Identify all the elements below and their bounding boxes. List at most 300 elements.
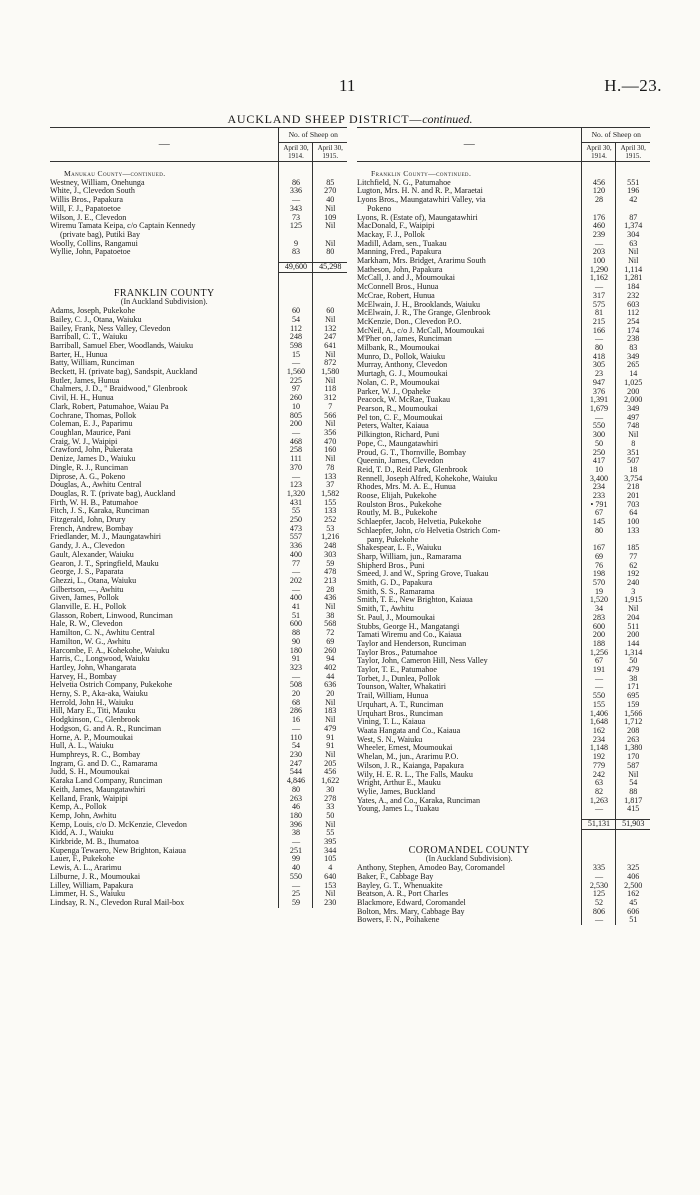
table-row (50, 803, 347, 812)
sheep-count-1914: 250 (582, 449, 616, 458)
sheep-count-1915: 2,500 (616, 882, 650, 891)
sheep-count-1915: Nil (616, 431, 650, 440)
table-row (357, 309, 650, 318)
sheep-count-1914: 68 (279, 699, 313, 708)
owner-name: Hill, Mary E., Titi, Mauku (50, 707, 136, 716)
table-row (357, 361, 650, 370)
table-row (357, 736, 650, 745)
sheep-count-1915: Nil (313, 316, 347, 325)
owner-name: Litchfield, N. G., Patumahoe (357, 178, 451, 187)
owner-name: Blackmore, Edward, Coromandel (357, 898, 466, 907)
section-title-continued: continued. (422, 112, 473, 126)
table-row (50, 473, 347, 482)
sheep-count-1915: Nil (313, 821, 347, 830)
sheep-count-1915: 88 (616, 788, 650, 797)
owner-name: Bailey, Frank, Ness Valley, Clevedon (50, 324, 171, 333)
table-row (357, 449, 650, 458)
sheep-count-1914: 600 (279, 620, 313, 629)
sheep-count-1915: 8 (616, 440, 650, 449)
owner-name: Barter, H., Hunua (50, 350, 108, 359)
table-row (50, 351, 347, 360)
sheep-count-1914: 55 (279, 507, 313, 516)
sheep-count-1914: 260 (279, 394, 313, 403)
owner-name: Bowers, F. N., Poihakene (357, 916, 440, 925)
sheep-count-1915: 162 (616, 890, 650, 899)
table-row (50, 394, 347, 403)
sheep-count-1914: 110 (279, 734, 313, 743)
owner-name: Roose, Elijah, Pukekohe (357, 492, 437, 501)
sheep-count-1914: 248 (279, 333, 313, 342)
owner-name: Proud, G. T., Thornville, Bombay (357, 448, 467, 457)
owner-name: Schlaepfer, John, c/o Helvetia Ostrich Com- (357, 526, 501, 535)
total-1914: 51,131 (582, 820, 616, 830)
owner-name: Harcombe, F. A., Kohekohe, Waiuku (50, 646, 170, 655)
sheep-count-1915: 94 (313, 655, 347, 664)
franklin-county-subtitle: (In Auckland Subdivision). (120, 298, 208, 307)
year-1915-header: April 30, 1915. (616, 143, 650, 162)
table-row (357, 744, 650, 753)
sheep-count-1914: 9 (279, 240, 313, 249)
table-row (50, 490, 347, 499)
sheep-count-1914: 468 (279, 438, 313, 447)
sheep-count-1915: 54 (616, 779, 650, 788)
sheep-count-1915: 479 (616, 666, 650, 675)
sheep-count-1914: 1,406 (582, 710, 616, 719)
sheep-count-1915: 415 (616, 805, 650, 814)
sheep-count-1914: 258 (279, 446, 313, 455)
owner-name: Lilley, William, Papakura (50, 881, 134, 890)
table-row (50, 342, 347, 351)
table-row (50, 742, 347, 751)
owner-name: Fitch, J. S., Karaka, Runciman (50, 507, 150, 516)
sheep-count-1914: 80 (279, 786, 313, 795)
owner-name: Coughlan, Maurice, Pani (50, 428, 131, 437)
sheep-count-1914: 234 (582, 483, 616, 492)
sheep-count-1914: 162 (582, 727, 616, 736)
owner-name: Coleman, E. J., Paparimu (50, 420, 133, 429)
owner-name: Shakespear, L. F., Waiuku (357, 544, 442, 553)
year-1914-header: April 30, 1914. (279, 143, 313, 162)
sheep-count-1915: 303 (313, 551, 347, 560)
sheep-count-1914: 460 (582, 222, 616, 231)
sheep-count-1914: 90 (279, 638, 313, 647)
sheep-count-1914: 323 (279, 664, 313, 673)
owner-name: Gault, Alexander, Waiuku (50, 550, 134, 559)
left-sheep-table (50, 127, 347, 908)
owner-name: Lindsay, R. N., Clevedon Rural Mail-box (50, 898, 185, 907)
sheep-count-1915: 192 (616, 570, 650, 579)
owner-name: Kidd, A. J., Waiuku (50, 829, 114, 838)
table-row (50, 516, 347, 525)
table-row (357, 509, 650, 518)
sheep-count-1915: 133 (313, 473, 347, 482)
sheep-count-1914: 69 (582, 553, 616, 562)
table-row (50, 577, 347, 586)
table-row (50, 664, 347, 673)
table-row (357, 492, 650, 501)
sheep-count-1915: 55 (313, 829, 347, 838)
sheep-count-1914: — (279, 568, 313, 577)
sheep-count-1914: 99 (279, 855, 313, 864)
owner-name: McElwain, J. H., Brooklands, Waiuku (357, 300, 481, 309)
owner-name: Kemp, Louis, c/o D. McKenzie, Clevedon (50, 820, 187, 829)
sheep-count-1914: 283 (582, 614, 616, 623)
table-row (50, 760, 347, 769)
owner-name: Firth, W. H. B., Patumahoe (50, 498, 138, 507)
owner-name: Peters, Walter, Kaiaua (357, 422, 429, 431)
table-row (50, 412, 347, 421)
table-row (357, 771, 650, 780)
sheep-count-1915: 69 (313, 638, 347, 647)
sheep-count-1915: 109 (313, 214, 347, 223)
sheep-count-1914: — (279, 725, 313, 734)
sheep-count-1914: — (582, 873, 616, 882)
sheep-count-1914: — (279, 586, 313, 595)
sheep-count-1915: 478 (313, 568, 347, 577)
sheep-count-1914: 1,320 (279, 490, 313, 499)
owner-name: Wheeler, Ernest, Moumoukai (357, 744, 453, 753)
table-row (357, 570, 650, 579)
owner-name: Queenin, James, Clevedon (357, 457, 444, 466)
sheep-count-1914: 2,530 (582, 882, 616, 891)
table-row (50, 890, 347, 899)
owner-name: Wylie, James, Buckland (357, 787, 436, 796)
table-row (50, 734, 347, 743)
sheep-count-1914: 46 (279, 803, 313, 812)
sheep-count-1914: 60 (279, 307, 313, 316)
sheep-count-1915: 252 (313, 516, 347, 525)
sheep-count-1915: 77 (616, 553, 650, 562)
owner-name: Helvetia Ostrich Company, Pukekohe (50, 681, 173, 690)
sheep-count-1915 (616, 536, 650, 545)
table-row (50, 507, 347, 516)
table-row (50, 829, 347, 838)
table-row (50, 196, 347, 205)
sheep-count-1914: 1,290 (582, 266, 616, 275)
county-total-row (357, 820, 650, 830)
sheep-count-1914: 234 (582, 736, 616, 745)
owner-name: Friedlander, M. J., Maungatawhiri (50, 533, 161, 542)
table-row (357, 805, 650, 814)
table-row (357, 544, 650, 553)
sheep-count-1915: 72 (313, 629, 347, 638)
sheep-count-1914: 473 (279, 525, 313, 534)
table-row (357, 196, 650, 205)
county-continued-row (357, 170, 650, 179)
table-row (357, 518, 650, 527)
table-row (50, 716, 347, 725)
owner-name: Whelan, M., jun., Ararimu P.O. (357, 753, 459, 762)
table-row (50, 681, 347, 690)
table-row (50, 864, 347, 873)
sheep-count-1914: 191 (582, 666, 616, 675)
owner-name: Pokeno (367, 204, 392, 213)
sheep-count-1915: 14 (616, 370, 650, 379)
owner-name: Lyons Bros., Maungatawhiri Valley, via (357, 196, 486, 205)
owner-name: Wilson, J. R., Kaianga, Papakura (357, 761, 464, 770)
sheep-count-1915: 60 (313, 307, 347, 316)
owner-name: Peacock, W. McRae, Tuakau (357, 396, 451, 405)
sheep-count-1914: 81 (582, 309, 616, 318)
sheep-count-1914: 51 (279, 612, 313, 621)
table-row (357, 890, 650, 899)
county-continued-label: Manukau County—continued. (64, 170, 166, 178)
sheep-count-1914: 86 (279, 179, 313, 188)
table-row (50, 725, 347, 734)
sheep-count-1915: Nil (616, 248, 650, 257)
sheep-count-1914: 335 (582, 864, 616, 873)
sheep-count-1915: 1,374 (616, 222, 650, 231)
sheep-count-1914: — (279, 838, 313, 847)
table-row (357, 214, 650, 223)
table-row (357, 649, 650, 658)
coromandel-county-title: COROMANDEL COUNTY (408, 845, 530, 856)
sheep-count-1914: 396 (279, 821, 313, 830)
owner-name: McKenzie, Don., Clevedon P.O. (357, 317, 462, 326)
sheep-count-1914: 16 (279, 716, 313, 725)
table-row (50, 699, 347, 708)
owner-name: White, J., Clevedon South (50, 187, 135, 196)
table-row (50, 525, 347, 534)
owner-name: Harris, C., Longwood, Waiuku (50, 655, 150, 664)
owner-name: Ghezzi, L., Otana, Waiuku (50, 576, 137, 585)
sheep-count-1914: 225 (279, 377, 313, 386)
spacer-row (357, 162, 650, 171)
owner-name: Hale, R. W., Clevedon (50, 620, 123, 629)
sheep-count-1914: — (582, 683, 616, 692)
sheep-count-1914: 202 (279, 577, 313, 586)
sheep-count-1914: 83 (279, 248, 313, 257)
sheep-count-1914: 34 (582, 605, 616, 614)
sheep-count-1914: 166 (582, 327, 616, 336)
table-row (50, 795, 347, 804)
sheep-count-1914: 215 (582, 318, 616, 327)
sheep-count-1914: 1,560 (279, 368, 313, 377)
sheep-count-1915: 33 (313, 803, 347, 812)
county-continued-label: Franklin County—continued. (371, 170, 472, 178)
sheep-count-1914: 188 (582, 640, 616, 649)
owner-name: Murray, Anthony, Clevedon (357, 361, 448, 370)
sheep-count-1914: 82 (582, 788, 616, 797)
sheep-count-1915: 349 (616, 405, 650, 414)
sheep-count-1915: Nil (313, 890, 347, 899)
owner-name: McNeil, A., c/o J. McCall, Moumoukai (357, 326, 485, 335)
table-row (50, 873, 347, 882)
sheep-count-1914: 286 (279, 707, 313, 716)
owner-name: Smith, T. E., New Brighton, Kaiaua (357, 596, 473, 605)
table-row (50, 499, 347, 508)
table-row (357, 718, 650, 727)
owner-name: French, Andrew, Bombay (50, 524, 134, 533)
owner-name: Hull, A. L., Waiuku (50, 742, 114, 751)
table-row (50, 248, 347, 257)
county-total-row (50, 263, 347, 273)
owner-name: Hodgson, G. and A. R., Runciman (50, 724, 162, 733)
sheep-count-1915: 20 (313, 690, 347, 699)
owner-name: Gilbertson, —, Awhitu (50, 585, 124, 594)
sheep-count-1915: 304 (616, 231, 650, 240)
table-row (357, 727, 650, 736)
table-row (50, 481, 347, 490)
table-row (357, 623, 650, 632)
sheep-count-1915: 30 (313, 786, 347, 795)
sheep-count-1915: 174 (616, 327, 650, 336)
sheep-count-1915: 1,025 (616, 379, 650, 388)
sheep-count-1914: 305 (582, 361, 616, 370)
owner-name: Yates, A., and Co., Karaka, Runciman (357, 796, 481, 805)
owner-name: Bolton, Mrs. Mary, Cabbage Bay (357, 907, 465, 916)
table-row (50, 629, 347, 638)
sheep-count-1914: 200 (279, 420, 313, 429)
owner-name: Clark, Robert, Patumahoe, Waiau Pa (50, 402, 169, 411)
table-row (50, 812, 347, 821)
owner-name: McCrae, Robert, Hunua (357, 291, 435, 300)
sheep-count-1915: 53 (313, 525, 347, 534)
owner-name: Parker, W. J., Opaheke (357, 387, 431, 396)
year-1915-header: April 30, 1915. (313, 143, 347, 162)
owner-name: Torbet, J., Dunlea, Pollok (357, 674, 440, 683)
owner-name: Keith, James, Maungatawhiri (50, 785, 146, 794)
sheep-count-1914: 52 (582, 899, 616, 908)
sheep-count-1914: 10 (279, 403, 313, 412)
sheep-count-1914: 431 (279, 499, 313, 508)
sheep-count-1915: 118 (313, 385, 347, 394)
sheep-count-1914: 370 (279, 464, 313, 473)
owner-name: Kirkbride, M. B., Ihumatoa (50, 838, 139, 847)
owner-name: Gandy, J. A., Clevedon (50, 542, 125, 551)
franklin-county-title-row (50, 289, 347, 299)
owner-name: Civil, H. H., Hunua (50, 394, 114, 403)
total-label-cell (50, 263, 279, 273)
sheep-count-1915: 247 (313, 333, 347, 342)
table-row (357, 292, 650, 301)
sheep-count-1914: 63 (582, 779, 616, 788)
left-column (50, 127, 347, 908)
table-row (357, 657, 650, 666)
owner-name: Urquhart Bros., Runciman (357, 709, 443, 718)
owner-name: Gearon, J. T., Springfield, Mauku (50, 559, 159, 568)
sheep-count-1914: 230 (279, 751, 313, 760)
sheep-count-1914: 242 (582, 771, 616, 780)
sheep-count-1914: 1,256 (582, 649, 616, 658)
sheep-count-1914: 1,391 (582, 396, 616, 405)
sheep-count-1915: 159 (616, 701, 650, 710)
sheep-count-1914: 239 (582, 231, 616, 240)
owner-name: Kemp, John, Awhitu (50, 811, 117, 820)
table-row (50, 359, 347, 368)
right-table-body (357, 162, 650, 926)
table-row (50, 777, 347, 786)
table-row (357, 605, 650, 614)
sheep-count-1915: 105 (313, 855, 347, 864)
sheep-count-1914: 145 (582, 518, 616, 527)
sheep-count-1915: 312 (313, 394, 347, 403)
table-row (50, 187, 347, 196)
owner-name: Sharp, William, jun., Ramarama (357, 552, 462, 561)
table-row (357, 283, 650, 292)
sheep-count-1914: 54 (279, 316, 313, 325)
sheep-count-1914: 100 (582, 257, 616, 266)
coromandel-county-subtitle: (In Auckland Subdivision). (425, 855, 513, 864)
sheep-count-1914: 50 (582, 440, 616, 449)
sheep-count-1914: 376 (582, 388, 616, 397)
sheep-count-1915: 497 (616, 414, 650, 423)
sheep-count-1914: 59 (279, 899, 313, 908)
sheep-count-1915: 479 (313, 725, 347, 734)
owner-name: Matheson, John, Papakura (357, 265, 443, 274)
sheep-count-1915: 3,754 (616, 475, 650, 484)
sheep-count-1915: 185 (616, 544, 650, 553)
sheep-count-1915: 133 (313, 507, 347, 516)
sheep-count-1915: 37 (313, 481, 347, 490)
owner-name: Pope, C., Maungatawhiri (357, 439, 439, 448)
owner-name: McCall, J. and J., Moumoukai (357, 274, 456, 283)
sheep-count-1915: 201 (616, 492, 650, 501)
owner-name: Cochrane, Thomas, Pollok (50, 411, 137, 420)
sheep-count-1914: 400 (279, 551, 313, 560)
sheep-count-1915: 200 (616, 631, 650, 640)
sheep-count-1915: 208 (616, 727, 650, 736)
sheep-count-1914: 125 (582, 890, 616, 899)
sheep-count-1915: 695 (616, 692, 650, 701)
owner-name: Judd, S. H., Moumoukai (50, 768, 130, 777)
sheep-count-1914: 250 (279, 516, 313, 525)
sheep-count-1914: 25 (279, 890, 313, 899)
sheep-count-1915: Nil (313, 716, 347, 725)
sheep-count-1914: 120 (582, 187, 616, 196)
owner-name: Adams, Joseph, Pukekohe (50, 307, 135, 316)
sheep-count-1915: 144 (616, 640, 650, 649)
owner-name: Bailey, C. J., Otana, Waiuku (50, 315, 142, 324)
sheep-count-1914: 336 (279, 187, 313, 196)
table-row (357, 353, 650, 362)
sheep-count-1915: 112 (616, 309, 650, 318)
total-1914: 49,600 (279, 263, 313, 273)
owner-name: Pilkington, Richard, Puni (357, 431, 440, 440)
table-row (50, 603, 347, 612)
table-row (357, 596, 650, 605)
owner-name: McElwain, J. R., The Grange, Glenbrook (357, 309, 491, 318)
table-row (357, 762, 650, 771)
sheep-count-1915: Nil (313, 603, 347, 612)
sheep-count-1914: • 791 (582, 501, 616, 510)
sheep-count-1915: Nil (313, 351, 347, 360)
sheep-count-1915: 171 (616, 683, 650, 692)
sheep-count-1915: 703 (616, 501, 650, 510)
owner-name: Pearson, R., Moumoukai (357, 404, 438, 413)
sheep-count-1914: 1,162 (582, 274, 616, 283)
table-row (357, 240, 650, 249)
owner-name: Harvey, H., Bombay (50, 672, 117, 681)
sheep-count-1915: 456 (313, 768, 347, 777)
owner-name: Crawford, John, Pukerata (50, 446, 133, 455)
table-row (357, 483, 650, 492)
year-1914-header: April 30, 1914. (582, 143, 616, 162)
sheep-count-1914: 176 (582, 214, 616, 223)
table-row (50, 655, 347, 664)
table-row (357, 788, 650, 797)
sheep-count-1914: 550 (582, 422, 616, 431)
table-row (357, 396, 650, 405)
sheep-count-1914: 88 (279, 629, 313, 638)
owner-name: Denize, James D., Waiuku (50, 455, 136, 464)
table-row (50, 612, 347, 621)
sheep-count-1915: 1,380 (616, 744, 650, 753)
sheep-count-1915: 260 (313, 647, 347, 656)
sheep-count-1915: 356 (313, 429, 347, 438)
sheep-count-1915: 1,582 (313, 490, 347, 499)
sheep-count-1915: 183 (313, 707, 347, 716)
